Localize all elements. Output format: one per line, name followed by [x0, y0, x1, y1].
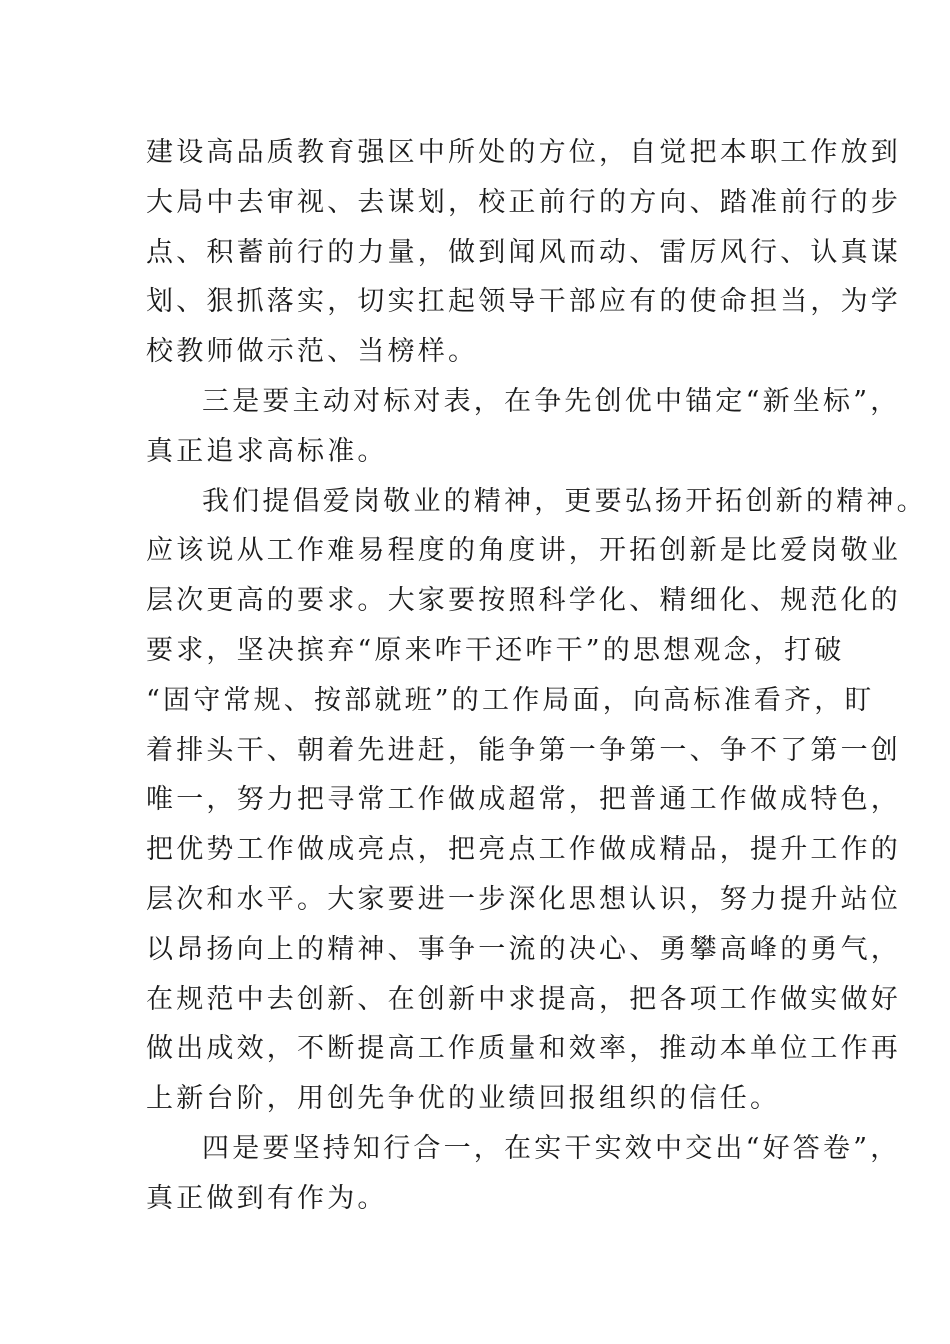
text-line: 上新台阶，用创先争优的业绩回报组织的信任。 — [146, 1083, 781, 1115]
text-line: 划、狠抓落实，切实扛起领导干部应有的使命担当，为学 — [146, 286, 901, 318]
text-line: 大局中去审视、去谋划，校正前行的方向、踏准前行的步 — [146, 186, 901, 218]
text-line: 四是要坚持知行合一，在实干实效中交出“好答卷”， — [202, 1132, 901, 1164]
text-line: 要求，坚决摈弃“原来咋干还咋干”的思想观念，打破 — [146, 634, 845, 666]
text-line: 做出成效，不断提高工作质量和效率，推动本单位工作再 — [146, 1033, 901, 1065]
text-line: 三是要主动对标对表，在争先创优中锚定“新坐标”， — [202, 385, 901, 417]
text-line: 在规范中去创新、在创新中求提高，把各项工作做实做好 — [146, 983, 901, 1015]
text-line: 着排头干、朝着先进赶，能争第一争第一、争不了第一创 — [146, 734, 901, 766]
text-line: 唯一，努力把寻常工作做成超常，把普通工作做成特色， — [146, 784, 901, 816]
text-line: 校教师做示范、当榜样。 — [146, 336, 479, 368]
text-line: 真正追求高标准。 — [146, 435, 388, 467]
text-line: “固守常规、按部就班”的工作局面，向高标准看齐，盯 — [146, 684, 875, 716]
text-line: 以昂扬向上的精神、事争一流的决心、勇攀高峰的勇气， — [146, 933, 901, 965]
text-line: 应该说从工作难易程度的角度讲，开拓创新是比爱岗敬业 — [146, 535, 901, 567]
text-line: 我们提倡爱岗敬业的精神，更要弘扬开拓创新的精神。 — [202, 485, 927, 517]
document-body — [146, 128, 927, 1224]
text-line: 层次更高的要求。大家要按照科学化、精细化、规范化的 — [146, 585, 901, 617]
text-line: 把优势工作做成亮点，把亮点工作做成精品，提升工作的 — [146, 834, 901, 866]
text-line: 点、积蓄前行的力量，做到闻风而动、雷厉风行、认真谋 — [146, 236, 901, 268]
text-line: 真正做到有作为。 — [146, 1182, 388, 1214]
text-line: 建设高品质教育强区中所处的方位，自觉把本职工作放到 — [146, 137, 901, 168]
text-line: 层次和水平。大家要进一步深化思想认识，努力提升站位 — [146, 883, 901, 915]
